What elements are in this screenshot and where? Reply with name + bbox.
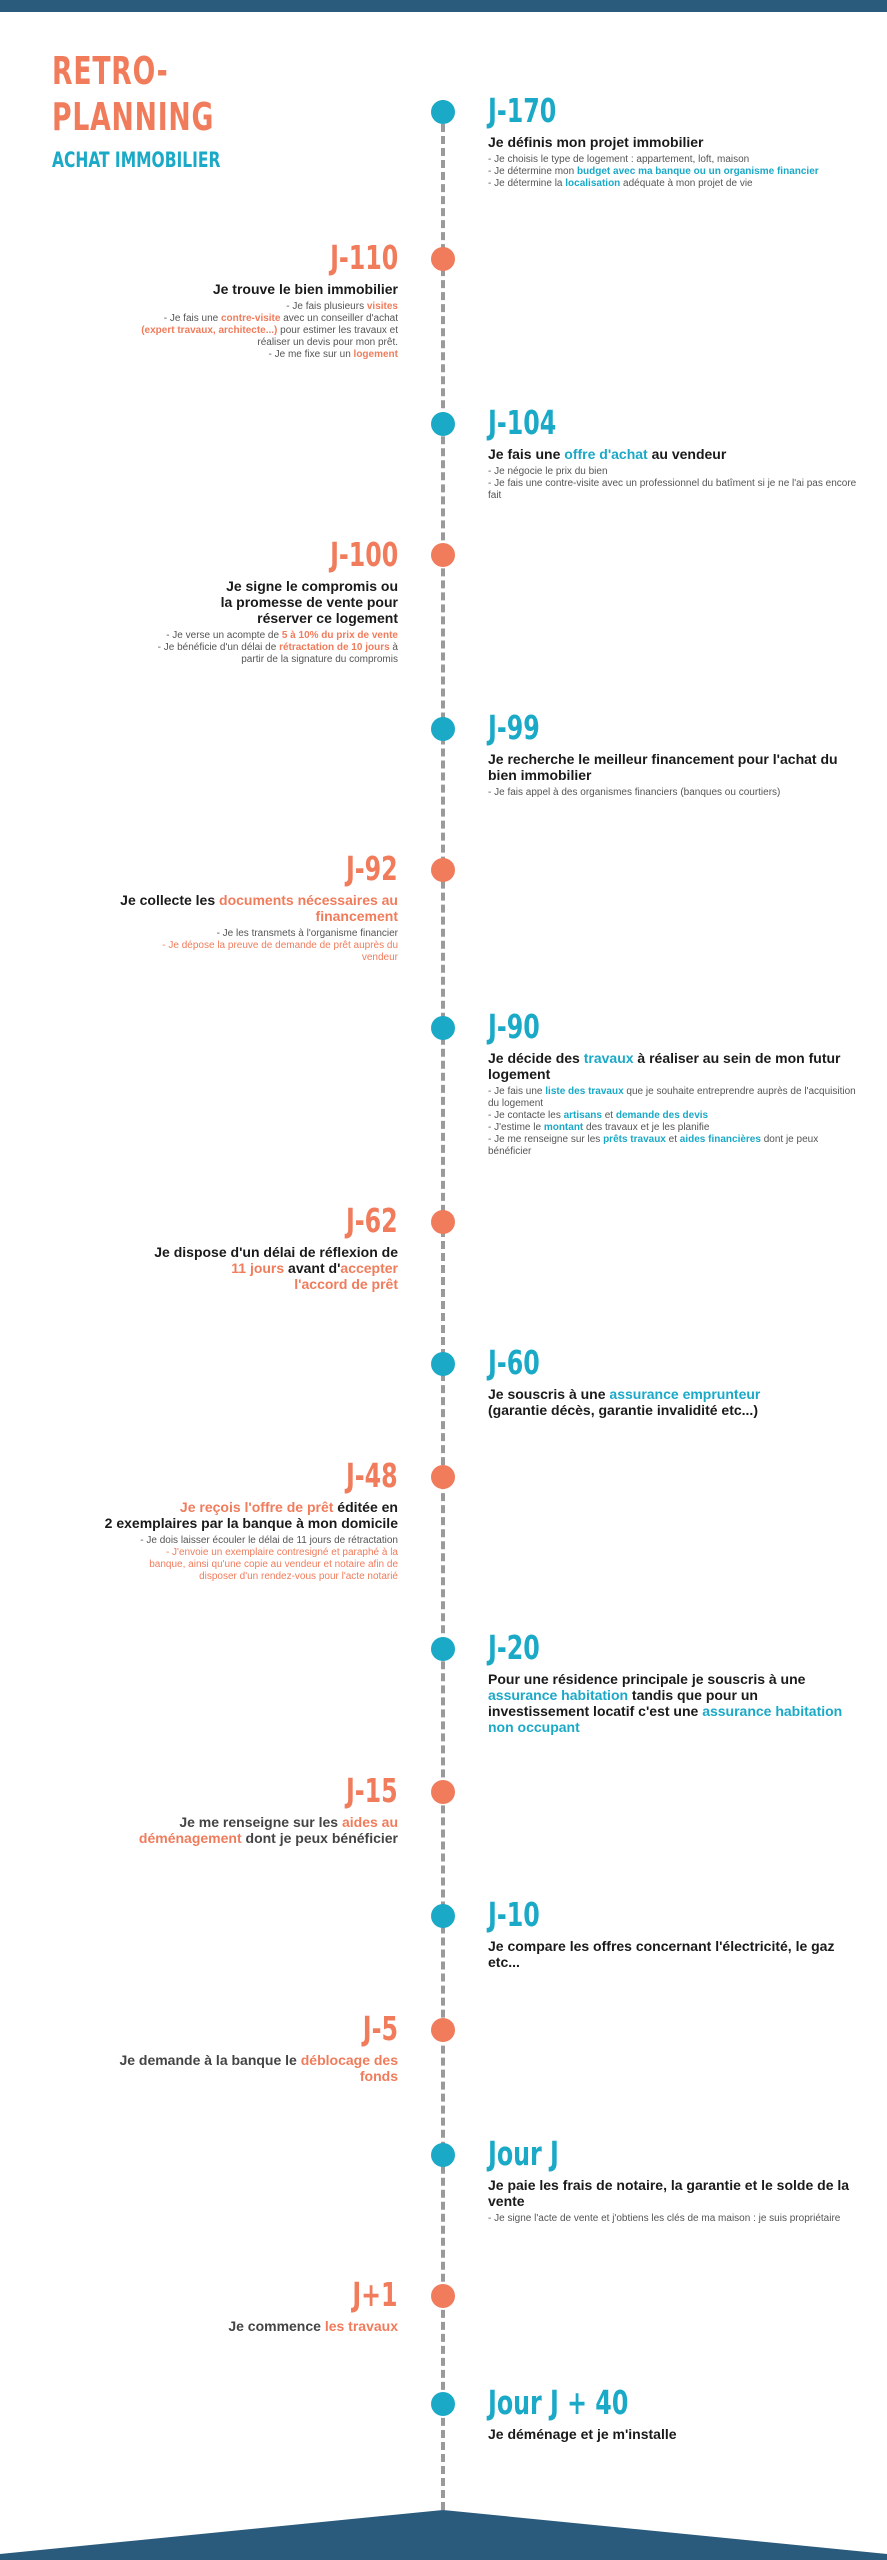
step-detail: - Je choisis le type de logement : appartement, loft, maison (488, 154, 750, 165)
step-details: - Je fais plusieurs visites - Je fais une contre-visite avec un conseiller d'achat (expert travaux, architecte...) pour estimer les travaux et réaliser un devis pour mon prêt. - Je me fixe sur un logement (141, 301, 398, 360)
step-day: J-20 (488, 1628, 540, 1667)
page-title-line1: RETRO- (52, 49, 169, 93)
page-subtitle: ACHAT IMMOBILIER (52, 148, 221, 172)
step-day: J-170 (488, 91, 557, 130)
step-title: Je reçois l'offre de prêt éditée en 2 exemplaires par la banque à mon domicile (104, 1499, 398, 1531)
step-detail: - Je détermine mon budget avec ma banque ou un organisme financier (488, 166, 819, 177)
step-title: Je déménage et je m'installe (488, 2426, 677, 2442)
step-j92 (38, 850, 398, 964)
timeline-dot-j60 (431, 1352, 455, 1376)
step-day: J-104 (488, 403, 557, 442)
step-title: Je me renseigne sur les aides au déménagement dont je peux bénéficier (138, 1814, 398, 1846)
step-day: J-110 (329, 238, 398, 277)
step-j5 (38, 2010, 398, 2084)
step-j110 (38, 239, 398, 361)
step-title: Je définis mon projet immobilier (488, 134, 704, 150)
step-title: Je dispose d'un délai de réflexion de 11 jours avant d'accepter l'accord de prêt (154, 1244, 398, 1292)
step-day: Jour J + 40 (488, 2383, 629, 2422)
step-jourj (488, 2135, 858, 2225)
timeline-dot-j48 (431, 1465, 455, 1489)
timeline-dot-j62 (431, 1210, 455, 1234)
step-j104 (488, 404, 858, 502)
step-details: - Je négocie le prix du bien - Je fais une contre-visite avec un professionnel du batîment si je ne l'ai pas encore fait (488, 466, 857, 501)
step-day: J-15 (346, 1771, 398, 1810)
step-jourj40 (488, 2384, 858, 2442)
top-banner-bar (0, 0, 887, 12)
step-day: J-99 (488, 708, 540, 747)
step-details: - Je fais une liste des travaux que je souhaite entreprendre auprès de l'acquisition du logement - Je contacte les artisans et demande des devis - J'estime le montant des travaux et je les planifie - Je me renseigne sur les prêts travaux et aides financières dont je peux bénéficier (488, 1086, 856, 1157)
step-day: J-90 (488, 1007, 540, 1046)
step-j20 (488, 1629, 858, 1735)
step-title: Je fais une offre d'achat au vendeur (488, 446, 727, 462)
timeline-dot-j20 (431, 1637, 455, 1661)
step-j100 (38, 536, 398, 666)
step-j170 (488, 92, 858, 190)
timeline-dot-j10 (431, 1904, 455, 1928)
step-j48 (38, 1457, 398, 1583)
step-day: J-48 (346, 1456, 398, 1495)
step-j60 (488, 1344, 858, 1418)
step-title: Je trouve le bien immobilier (212, 281, 398, 297)
step-day: J-60 (488, 1343, 540, 1382)
step-day: J-62 (346, 1201, 398, 1240)
step-day: J-92 (346, 849, 398, 888)
step-title: Pour une résidence principale je souscris à une assurance habitation tandis que pour un investissement locatif c'est une assurance habitation non occupant (488, 1671, 843, 1735)
page-title-line2: PLANNING (52, 95, 215, 139)
step-details (488, 154, 858, 190)
step-title: Je commence les travaux (228, 2318, 398, 2334)
step-title: Je collecte les documents nécessaires au financement (120, 892, 398, 924)
step-jplus1 (38, 2276, 398, 2334)
step-day: Jour J (488, 2134, 559, 2173)
timeline-dot-j5 (431, 2018, 455, 2042)
timeline-dot-jplus1 (431, 2284, 455, 2308)
timeline-dot-j170 (431, 100, 455, 124)
step-j90 (488, 1008, 858, 1158)
step-details: - Je fais appel à des organismes financiers (banques ou courtiers) (488, 787, 781, 798)
step-details: - Je signe l'acte de vente et j'obtiens les clés de ma maison : je suis propriétaire (488, 2213, 841, 2224)
timeline-dot-j99 (431, 717, 455, 741)
step-day: J-5 (362, 2009, 398, 2048)
step-detail: - Je détermine la localisation adéquate à mon projet de vie (488, 178, 753, 189)
step-day: J-100 (329, 535, 398, 574)
step-details: - Je verse un acompte de 5 à 10% du prix de vente - Je bénéficie d'un délai de rétractation de 10 jours à partir de la signature du compromis (157, 630, 398, 665)
step-j62 (38, 1202, 398, 1292)
step-title: Je souscris à une assurance emprunteur (garantie décès, garantie invalidité etc...) (488, 1386, 761, 1418)
step-j15 (38, 1772, 398, 1846)
step-j99 (488, 709, 858, 799)
timeline-dot-j90 (431, 1016, 455, 1040)
timeline-dot-jourj (431, 2143, 455, 2167)
step-details: - Je dois laisser écouler le délai de 11 jours de rétractation - J'envoie un exemplaire contresigné et paraphé à la banque, ainsi qu'une copie au vendeur et notaire afin de disposer d'un rendez-vous pour l'acte notarié (140, 1535, 398, 1582)
step-day: J+1 (352, 2275, 398, 2314)
timeline-dot-j110 (431, 247, 455, 271)
timeline-dot-jourj40 (431, 2392, 455, 2416)
step-title: Je paie les frais de notaire, la garantie et le solde de la vente (488, 2177, 850, 2209)
step-day: J-10 (488, 1895, 540, 1934)
step-title: Je recherche le meilleur financement pour l'achat du bien immobilier (488, 751, 838, 783)
timeline-dot-j100 (431, 543, 455, 567)
step-j10 (488, 1896, 858, 1970)
timeline-dot-j15 (431, 1780, 455, 1804)
timeline-dot-j92 (431, 858, 455, 882)
step-details: - Je les transmets à l'organisme financier - Je dépose la preuve de demande de prêt auprès du vendeur (162, 928, 398, 963)
step-title: Je signe le compromis ou la promesse de vente pour réserver ce logement (220, 578, 398, 626)
bottom-banner (0, 2510, 887, 2560)
step-title: Je décide des travaux à réaliser au sein de mon futur logement (488, 1050, 841, 1082)
timeline-dot-j104 (431, 412, 455, 436)
step-title: Je compare les offres concernant l'électricité, le gaz etc... (488, 1938, 835, 1970)
page-header (52, 48, 352, 174)
step-title: Je demande à la banque le déblocage des fonds (119, 2052, 398, 2084)
